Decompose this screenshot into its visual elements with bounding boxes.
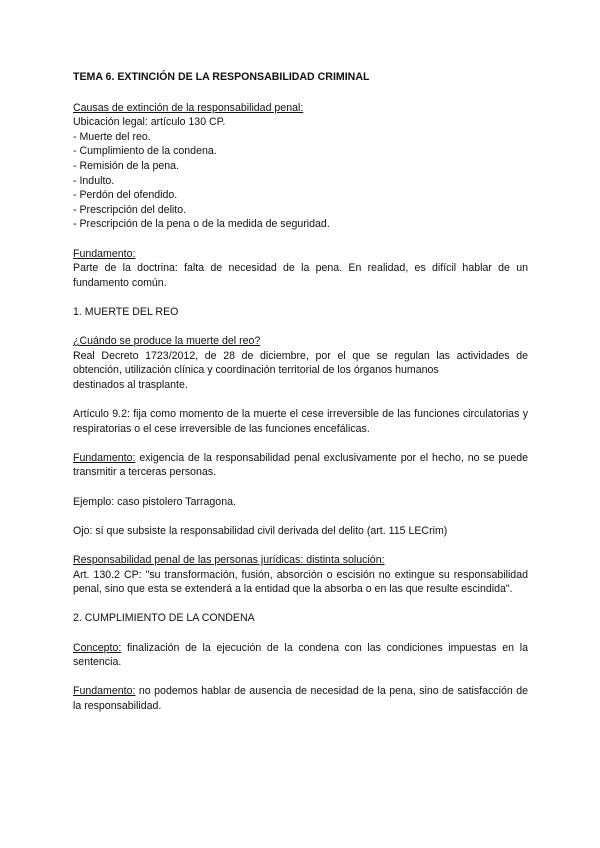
muerte-question-heading: ¿Cuándo se produce la muerte del reo? bbox=[73, 335, 261, 348]
list-item: - Indulto. bbox=[73, 174, 115, 187]
real-decreto-text: Real Decreto 1723/2012, de 28 de diciembre, por el que se regulan las actividades de obtención, utilización clínica y coordinación territorial de los órganos humanos bbox=[73, 349, 528, 377]
causas-ubicacion: Ubicación legal: artículo 130 CP. bbox=[73, 116, 226, 129]
ojo-text: Ojo: sí que subsiste la responsabilidad civil derivada del delito (art. 115 LECrim) bbox=[73, 524, 448, 537]
concepto-paragraph bbox=[73, 641, 528, 670]
muerte-fundamento bbox=[73, 451, 528, 480]
concepto-text: finalización de la ejecución de la condena con las condiciones impuestas en la sentencia. bbox=[73, 641, 528, 669]
fundamento-label: Fundamento: bbox=[73, 451, 136, 464]
personas-juridicas-heading: Responsabilidad penal de las personas jurídicas: distinta solución: bbox=[73, 554, 385, 566]
real-decreto-text-cont: destinados al trasplante. bbox=[73, 378, 188, 391]
personas-juridicas-text: Art. 130.2 CP: "su transformación, fusión, absorción o escisión no extingue su responsabilidad penal, sino que esta se extenderá a la entidad que la absorba o en las que resulte escindida". bbox=[73, 568, 528, 596]
list-item: - Prescripción del delito. bbox=[73, 203, 187, 216]
causas-list bbox=[73, 130, 528, 232]
list-item: - Prescripción de la pena o de la medida de seguridad. bbox=[73, 218, 330, 231]
fundamento-heading: Fundamento: bbox=[73, 247, 136, 260]
list-item: - Perdón del ofendido. bbox=[73, 189, 178, 202]
articulo-text: Artículo 9.2: fija como momento de la muerte el cese irreversible de las funciones circulatorias y respiratorias o el cese irreversible de las funciones encefálicas. bbox=[73, 408, 528, 435]
list-item: - Cumplimiento de la condena. bbox=[73, 145, 217, 158]
document-body bbox=[73, 70, 528, 714]
section-1-heading: 1. MUERTE DEL REO bbox=[73, 305, 179, 318]
fundamento-text: Parte de la doctrina: falta de necesidad de la pena. En realidad, es difícil hablar de un fundamento común. bbox=[73, 262, 528, 289]
cumplimiento-fundamento bbox=[73, 684, 528, 713]
fundamento-text: exigencia de la responsabilidad penal exclusivamente por el hecho, no se puede transmitir a terceras personas. bbox=[73, 451, 528, 479]
fundamento-label: Fundamento: bbox=[73, 685, 136, 698]
fundamento-text: no podemos hablar de ausencia de necesidad de la pena, sino de satisfacción de la responsabilidad. bbox=[73, 685, 528, 712]
list-item: - Remisión de la pena. bbox=[73, 159, 179, 172]
list-item: - Muerte del reo. bbox=[73, 130, 151, 143]
section-2-heading: 2. CUMPLIMIENTO DE LA CONDENA bbox=[73, 612, 255, 625]
concepto-label: Concepto: bbox=[73, 641, 122, 654]
page-title: TEMA 6. EXTINCIÓN DE LA RESPONSABILIDAD CRIMINAL bbox=[73, 71, 370, 83]
ejemplo-text: Ejemplo: caso pistolero Tarragona. bbox=[73, 495, 236, 508]
causas-heading: Causas de extinción de la responsabilidad penal: bbox=[73, 101, 304, 114]
